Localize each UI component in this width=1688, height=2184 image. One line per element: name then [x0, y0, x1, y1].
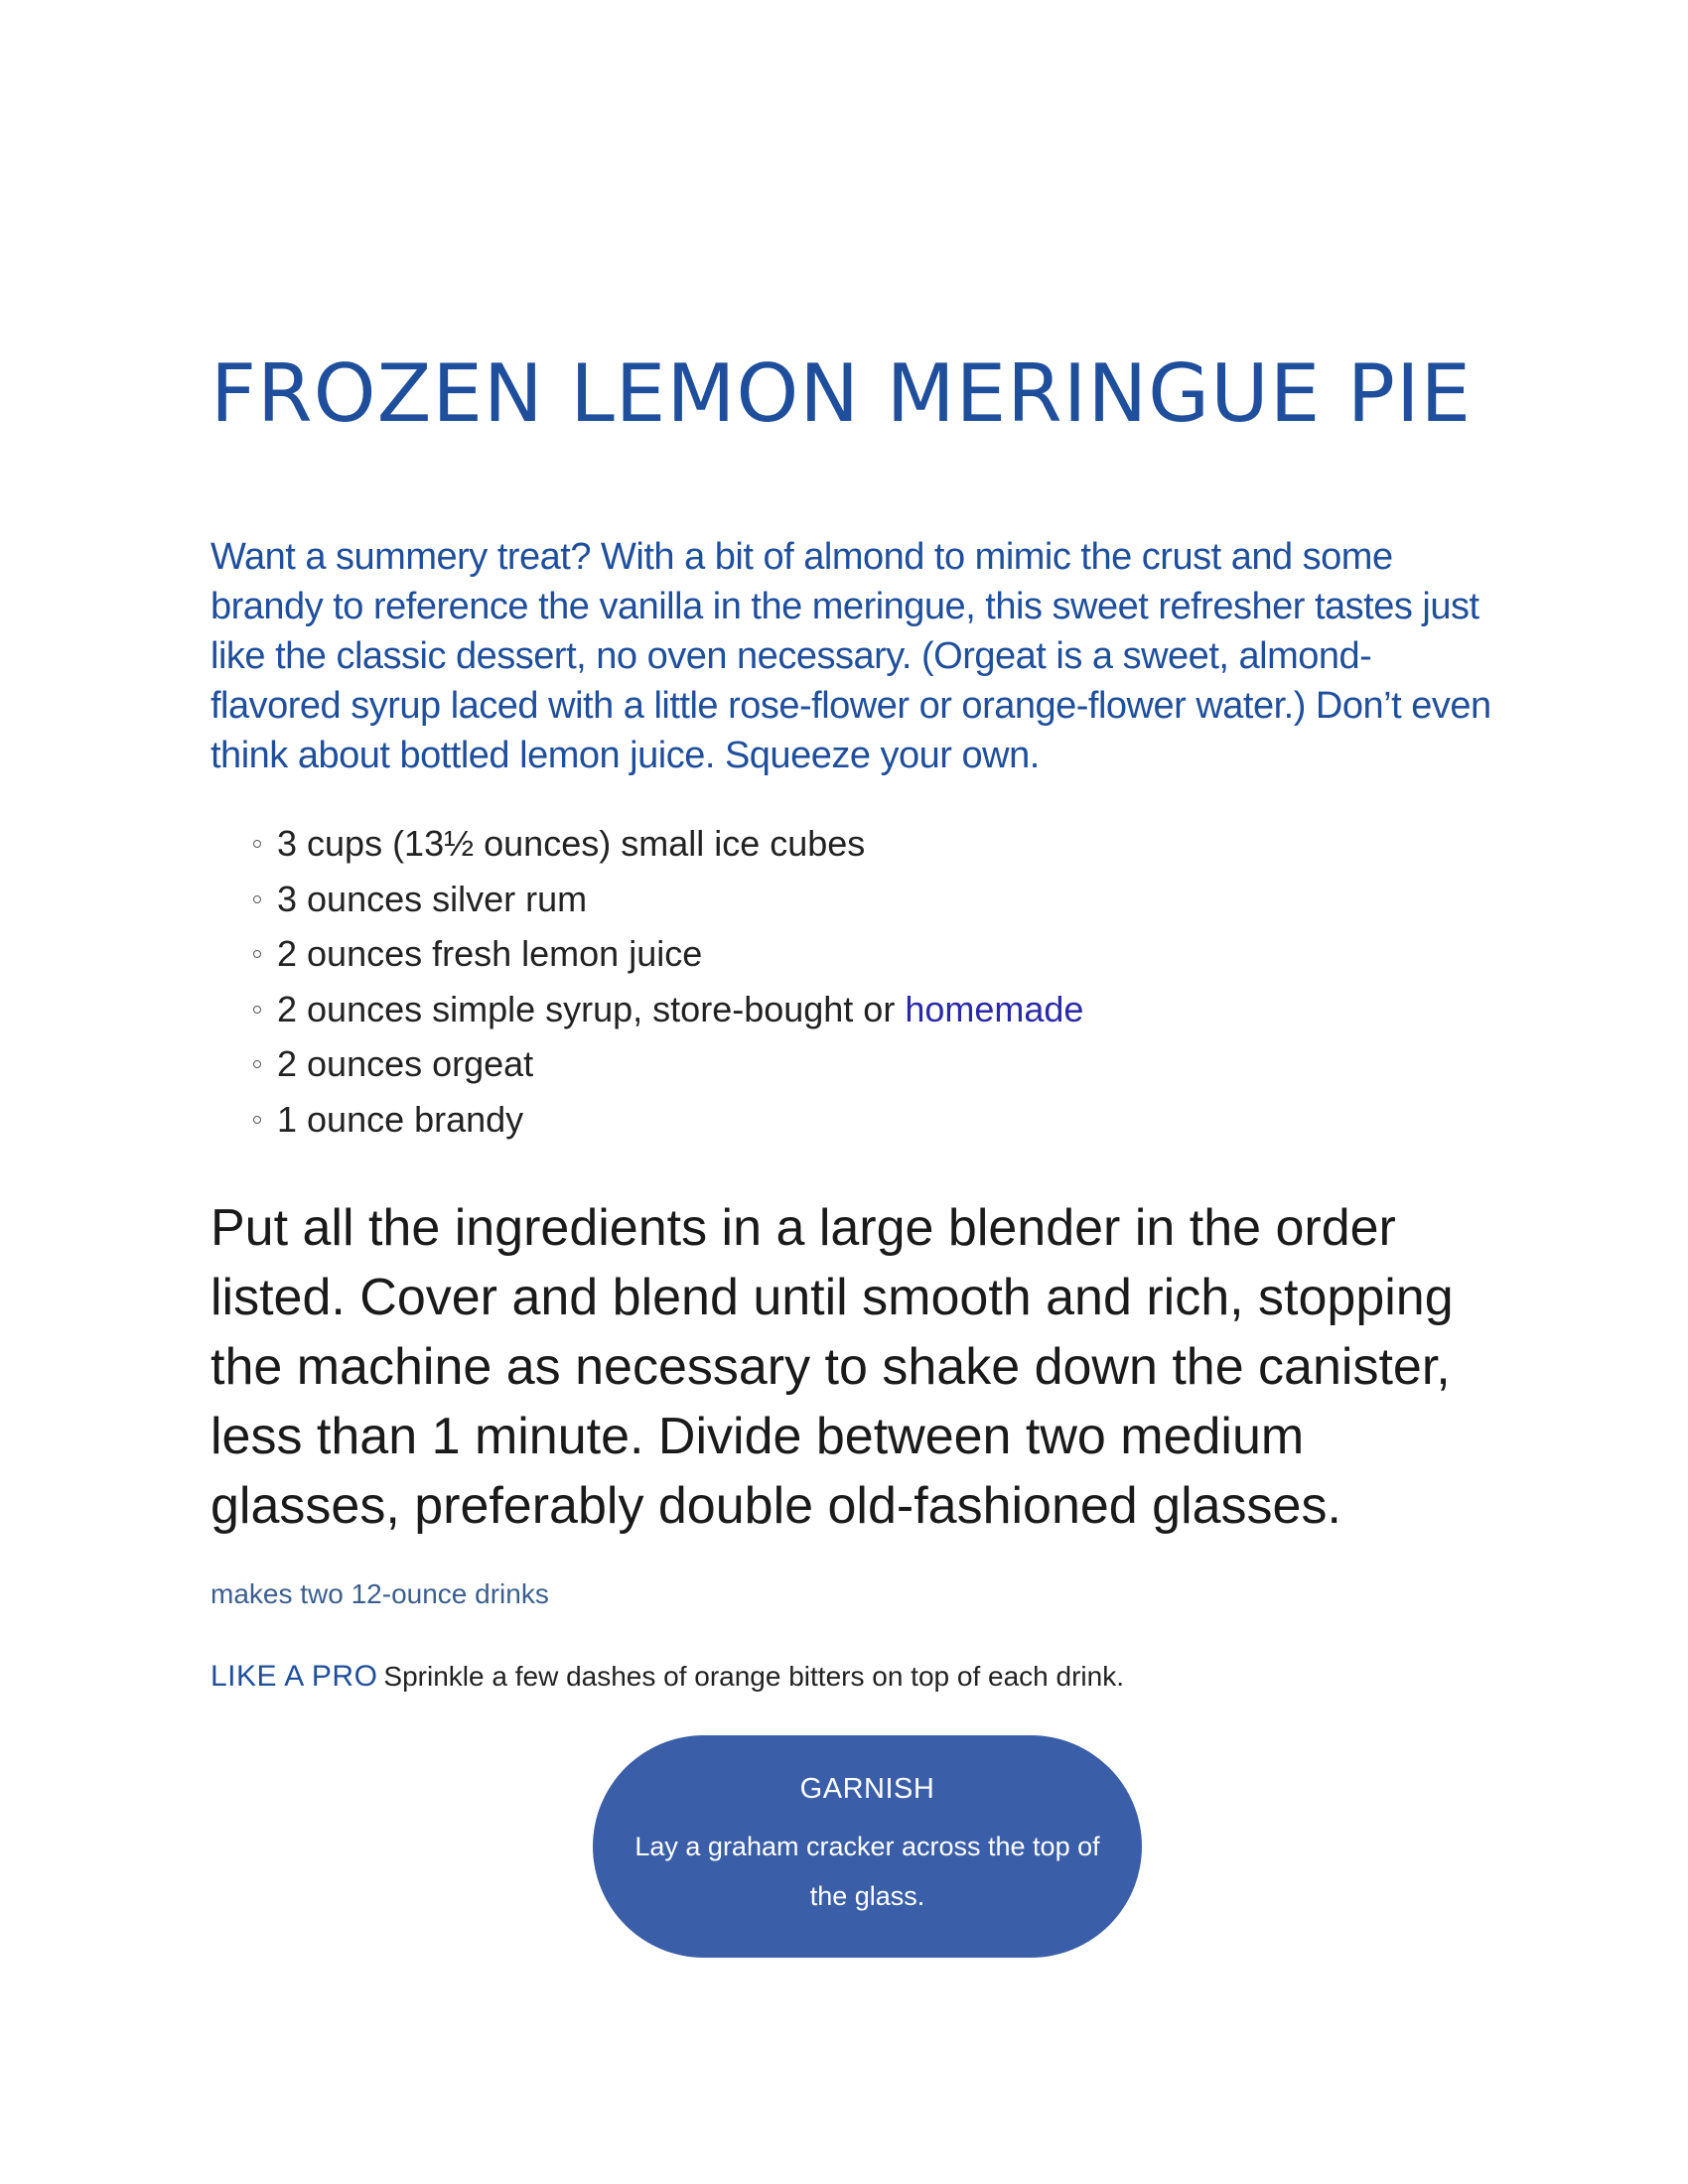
recipe-title: FROZEN LEMON MERINGUE PIE: [211, 347, 1473, 440]
homemade-link[interactable]: homemade: [905, 988, 1084, 1029]
ingredient-text: 1 ounce brandy: [277, 1098, 524, 1140]
list-item: [253, 1036, 1083, 1092]
circle-bullet-icon: [253, 1006, 261, 1014]
list-item: [253, 872, 1083, 927]
circle-bullet-icon: [253, 1116, 261, 1124]
ingredient-text: 2 ounces fresh lemon juice: [277, 933, 703, 974]
list-item: [253, 926, 1083, 982]
ingredient-text: 2 ounces simple syrup, store-bought or: [277, 988, 906, 1029]
garnish-box: [593, 1735, 1142, 1958]
pro-tip-label: LIKE A PRO: [211, 1660, 378, 1693]
ingredient-text: 3 ounces silver rum: [277, 878, 588, 919]
circle-bullet-icon: [253, 950, 261, 958]
pro-tip-text: Sprinkle a few dashes of orange bitters on top of each drink.: [383, 1661, 1124, 1692]
recipe-yield: makes two 12-ounce drinks: [211, 1578, 549, 1609]
circle-bullet-icon: [253, 895, 261, 903]
list-item: [253, 982, 1083, 1037]
pro-tip: [211, 1660, 1124, 1694]
list-item: [253, 816, 1083, 872]
ingredient-text: 2 ounces orgeat: [277, 1043, 534, 1084]
garnish-text: Lay a graham cracker across the top of the glass.: [634, 1832, 1100, 1911]
circle-bullet-icon: [253, 840, 261, 848]
garnish-title: GARNISH: [799, 1773, 935, 1805]
list-item: [253, 1092, 1083, 1148]
ingredient-text: 3 cups (13½ ounces) small ice cubes: [277, 823, 866, 864]
recipe-intro: Want a summery treat? With a bit of almond to mimic the crust and some brandy to reference the vanilla in the meringue, this sweet refresher tastes just like the classic dessert, no oven necessary. (Orgeat is a sweet, almond-flavored syrup laced with a little rose-flower or orange-flower water.) Don’t even think about bottled lemon juice. Squeeze your own.: [211, 536, 1491, 776]
recipe-instructions: Put all the ingredients in a large blender in the order listed. Cover and blend until smooth and rich, stopping the machine as necessary to shake down the canister, less than 1 minute. Divide between two medium glasses, preferably double old-fashioned glasses.: [211, 1199, 1454, 1535]
ingredient-list: [253, 816, 1083, 1147]
circle-bullet-icon: [253, 1060, 261, 1068]
